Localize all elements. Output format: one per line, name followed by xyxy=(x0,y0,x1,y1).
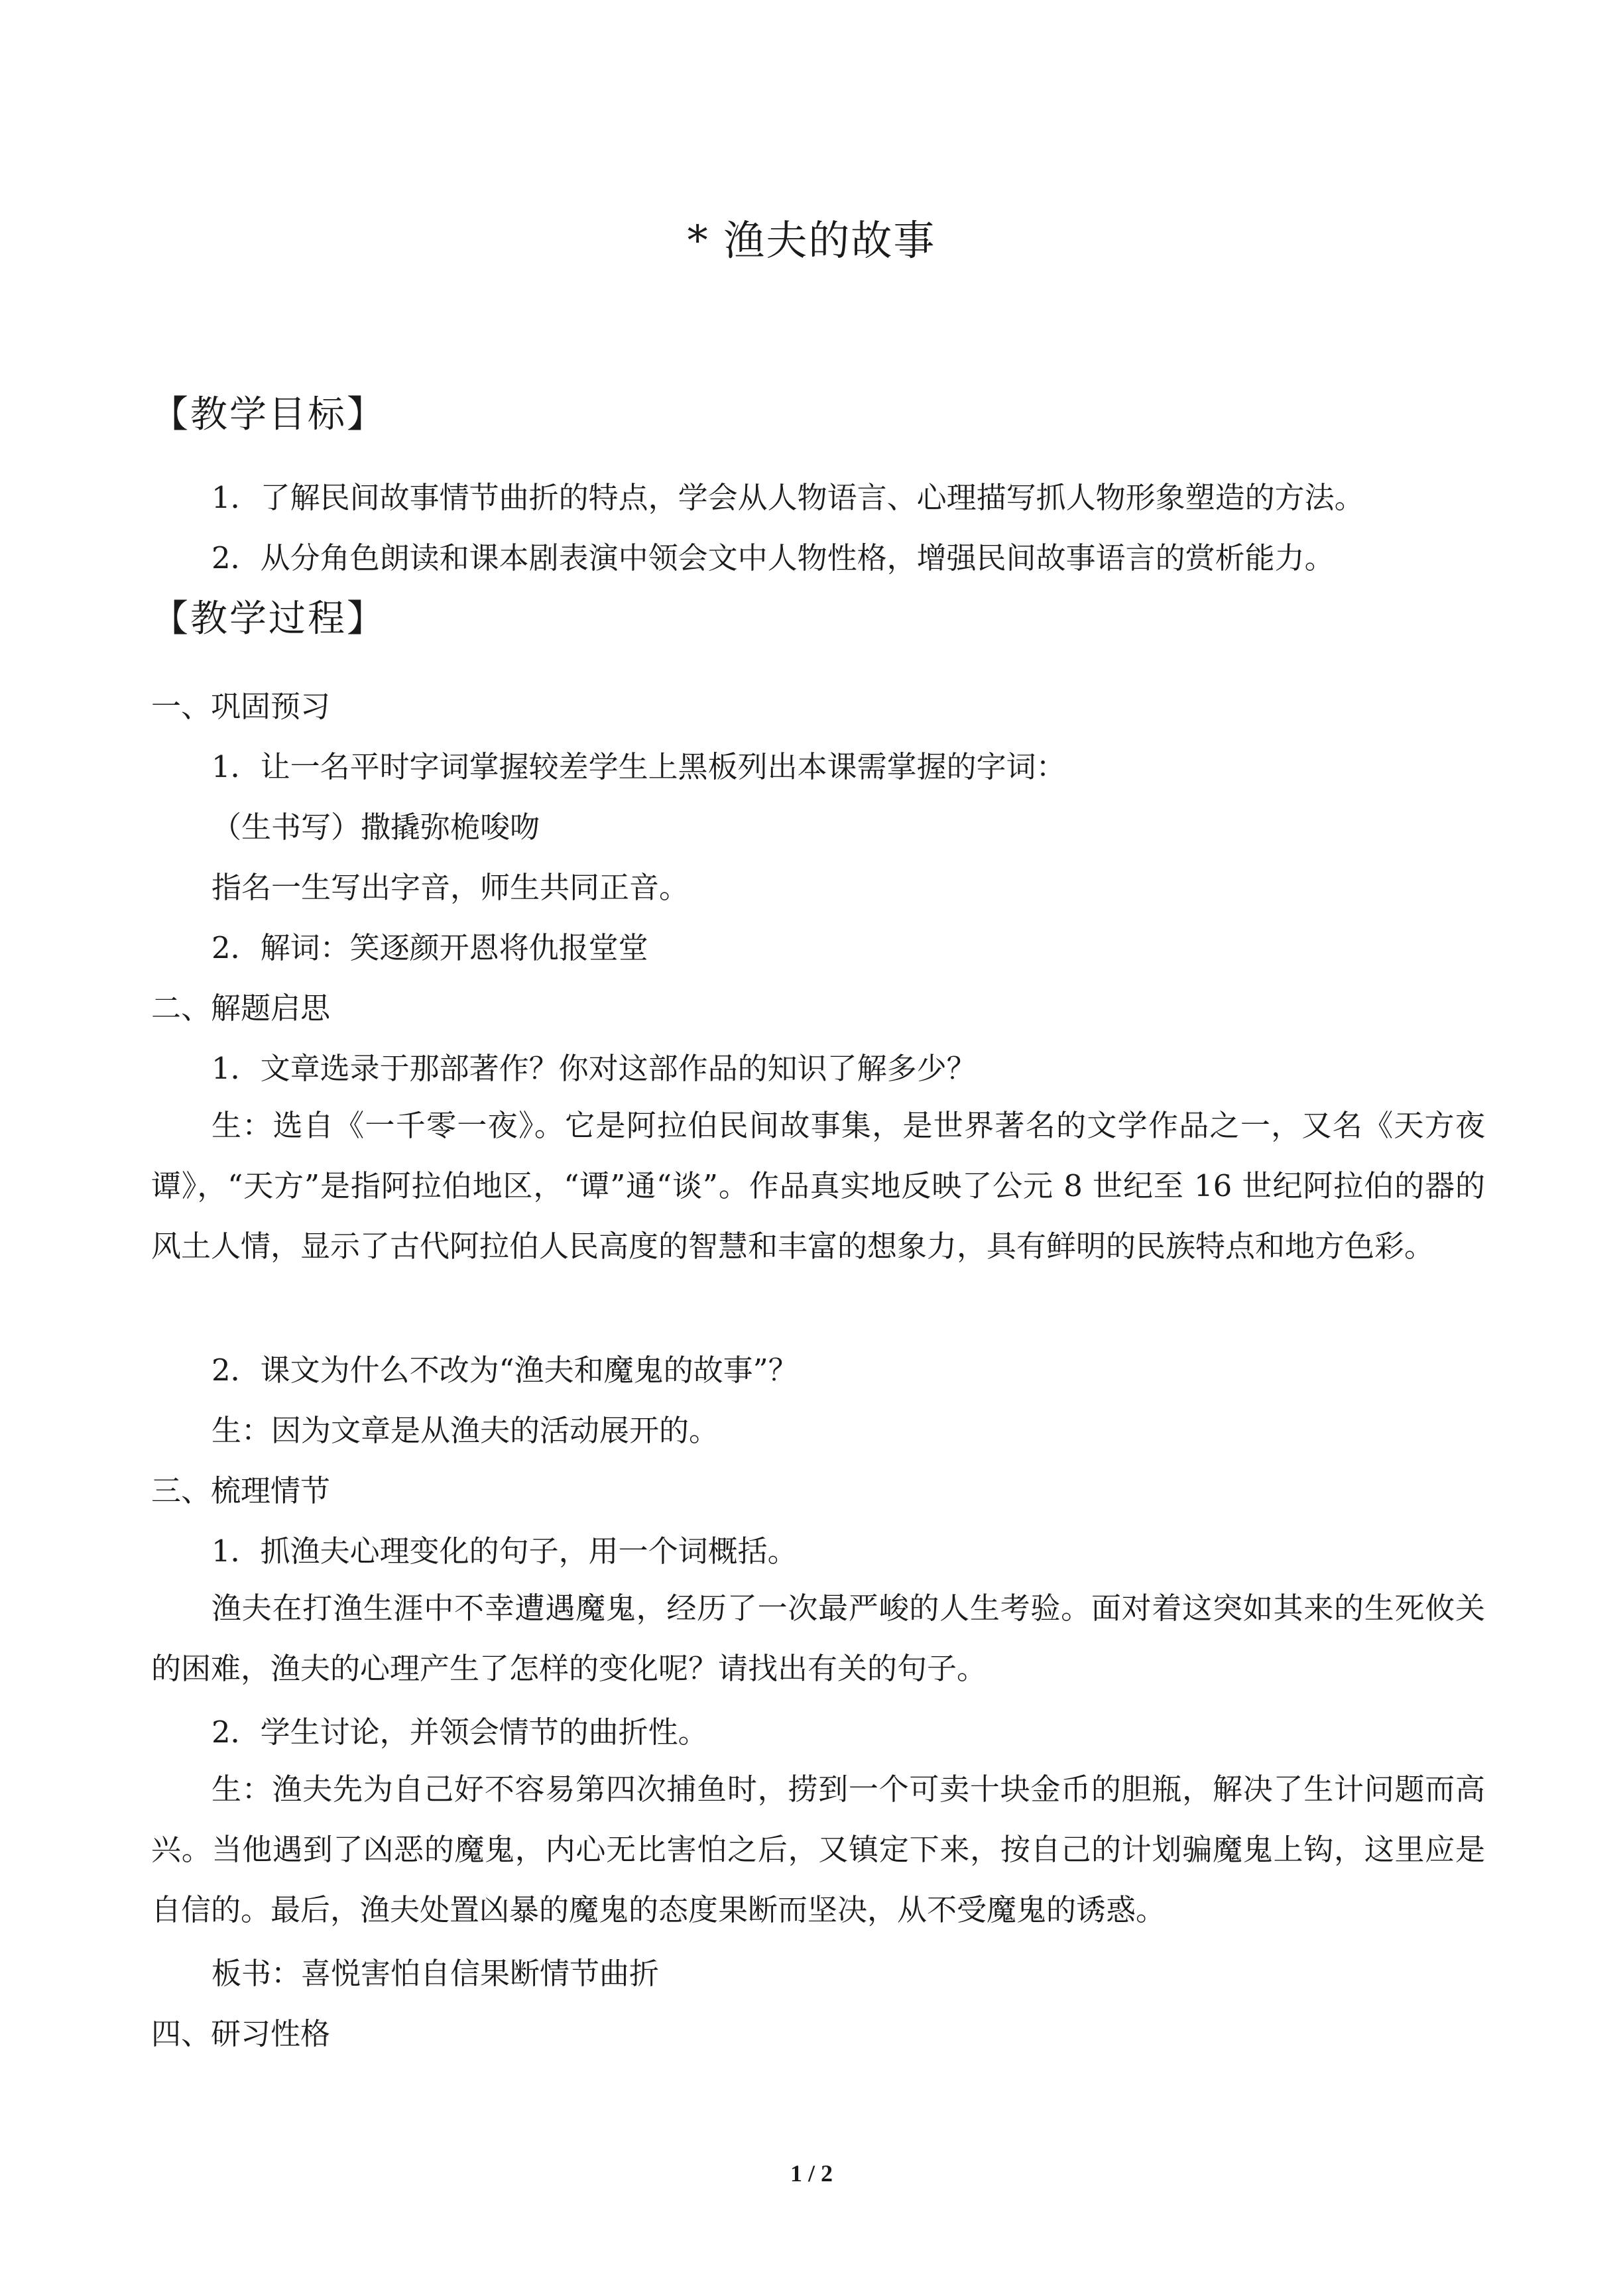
part2-answer1: 生：选自《一千零一夜》。它是阿拉伯民间故事集，是世界著名的文学作品之一，又名《天方夜谭》，“天方”是指阿拉伯地区，“谭”通“谈”。作品真实地反映了公元 8 世纪至 16 世纪阿拉伯的器的风土人情，显示了古代阿拉伯人民高度的智慧和丰富的想象力，具有鲜明的民族特点和地方色彩。 xyxy=(151,1108,1485,1264)
part3-heading: 三、梳理情节 xyxy=(151,1473,331,1508)
goal-item-2: 2．从分角色朗读和课本剧表演中领会文中人物性格，增强民间故事语言的赏析能力。 xyxy=(211,540,1335,575)
part3-item2-paragraph: 生：渔夫先为自己好不容易第四次捕鱼时，捞到一个可卖十块金币的胆瓶，解决了生计问题而高兴。当他遇到了凶恶的魔鬼，内心无比害怕之后，又镇定下来，按自己的计划骗魔鬼上钩，这里应是自信的。最后，渔夫处置凶暴的魔鬼的态度果断而坚决，从不受魔鬼的诱惑。 xyxy=(151,1772,1485,1927)
part2-answer2: 生：因为文章是从渔夫的活动展开的。 xyxy=(211,1413,719,1448)
page-number: 1 / 2 xyxy=(790,2160,833,2187)
part1-item1-write: （生书写）撒撬弥桅唆吻 xyxy=(211,810,540,845)
goal-item-1: 1．了解民间故事情节曲折的特点，学会从人物语言、心理描写抓人物形象塑造的方法。 xyxy=(211,480,1364,515)
part2-question1: 1．文章选录于那部著作？你对这部作品的知识了解多少？ xyxy=(211,1051,977,1086)
part3-item1-paragraph: 渔夫在打渔生涯中不幸遭遇魔鬼，经历了一次最严峻的人生考验。面对着这突如其来的生死攸关的困难，渔夫的心理产生了怎样的变化呢？请找出有关的句子。 xyxy=(151,1591,1485,1686)
part3-item2: 2．学生讨论，并领会情节的曲折性。 xyxy=(211,1715,708,1750)
part1-item2: 2．解词：笑逐颜开恩将仇报堂堂 xyxy=(211,930,648,965)
part1-item1-follow: 指名一生写出字音，师生共同正音。 xyxy=(211,870,690,905)
part2-question2: 2．课文为什么不改为“渔夫和魔鬼的故事”？ xyxy=(211,1353,798,1388)
part4-heading: 四、研习性格 xyxy=(151,2016,331,2051)
part3-item1: 1．抓渔夫心理变化的句子，用一个词概括。 xyxy=(211,1534,798,1569)
part2-heading: 二、解题启思 xyxy=(151,991,331,1026)
document-title: * 渔夫的故事 xyxy=(687,216,936,265)
part1-heading: 一、巩固预习 xyxy=(151,689,331,724)
section-heading-process: 【教学过程】 xyxy=(151,597,386,640)
part3-board-notes: 板书：喜悦害怕自信果断情节曲折 xyxy=(211,1956,660,1991)
part1-item1: 1．让一名平时字词掌握较差学生上黑板列出本课需掌握的字词： xyxy=(211,749,1066,784)
section-heading-goals: 【教学目标】 xyxy=(151,393,386,436)
